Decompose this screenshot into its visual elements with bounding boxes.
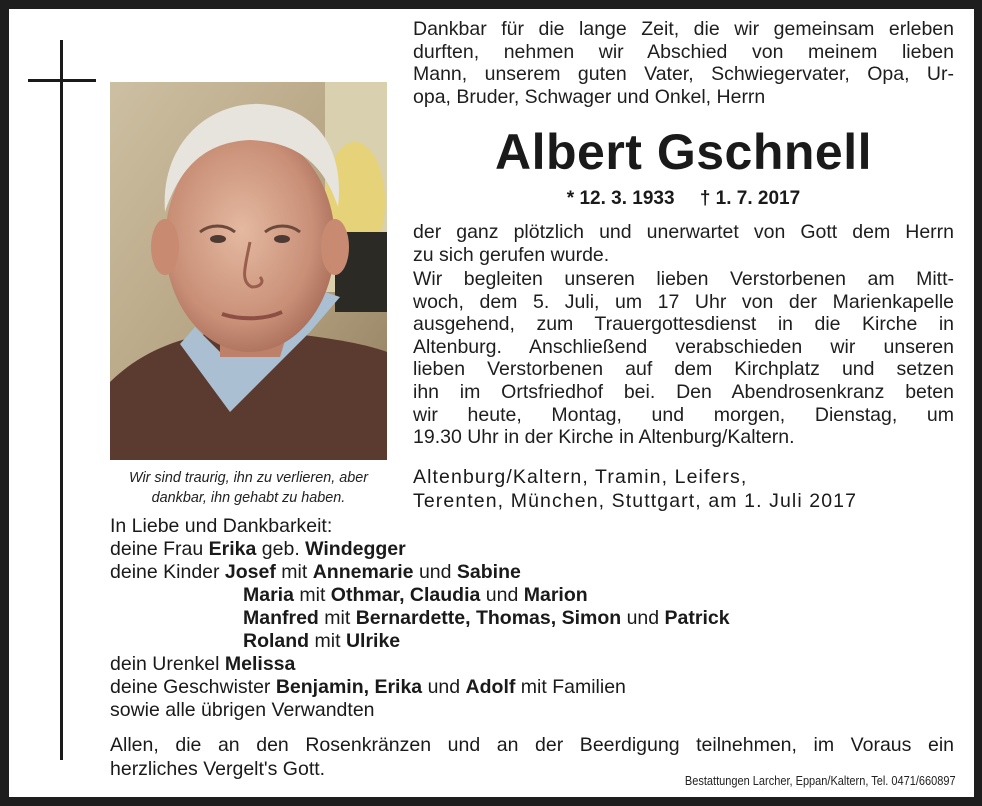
family-siblings: deine Geschwister Benjamin, Erika und Adolf mit Familien (110, 676, 626, 698)
life-dates (413, 188, 954, 210)
caption-line: dankbar, ihn gehabt zu haben. (151, 490, 346, 506)
closing-line: herzliches Vergelt's Gott. (110, 758, 326, 780)
sudden-death-paragraph (413, 221, 954, 266)
paragraph-line: lieben Verstorbenen auf dem Kirchplatz und setzen (413, 358, 954, 381)
portrait-illustration (110, 82, 387, 460)
family-child-manfred: Manfred mit Bernardette, Thomas, Simon und Patrick (243, 607, 730, 629)
paragraph-line: Altenburg. Anschließend verabschieden wir unseren (413, 335, 954, 358)
deceased-name: Albert Gschnell (494, 124, 873, 180)
family-opening: In Liebe und Dankbarkeit: (110, 515, 333, 537)
places-and-date (413, 465, 954, 513)
portrait-photo (110, 82, 387, 460)
intro-paragraph (413, 18, 954, 108)
family-child-roland: Roland mit Ulrike (243, 630, 401, 652)
death-date: † 1. 7. 2017 (699, 188, 801, 209)
closing-line: Allen, die an den Rosenkränzen und an der Beerdigung teilnehmen, im Voraus ein (110, 734, 954, 756)
family-wife: deine Frau Erika geb. Windegger (110, 538, 406, 560)
paragraph-line: zu sich gerufen wurde. (413, 243, 610, 266)
paragraph-line: ihn im Ortsfriedhof bei. Den Abendrosenkranz beten (413, 380, 954, 403)
photo-caption (105, 468, 392, 508)
family-great-grandchild: dein Urenkel Melissa (110, 653, 296, 675)
family-list (110, 515, 730, 722)
funeral-home-imprint: Bestattungen Larcher, Eppan/Kaltern, Tel. 0471/660897 (685, 774, 956, 788)
intro-line: Dankbar für die lange Zeit, die wir gemeinsam erleben (413, 18, 954, 40)
birth-date: * 12. 3. 1933 (566, 188, 675, 209)
paragraph-line: wir heute, Montag, und morgen, Dienstag, um (413, 403, 954, 426)
paragraph-line: 19.30 Uhr in der Kirche in Altenburg/Kaltern. (413, 426, 795, 449)
caption-line: Wir sind traurig, ihn zu verlieren, aber (128, 470, 368, 486)
places-line: Altenburg/Kaltern, Tramin, Leifers, (413, 466, 748, 488)
paragraph-line: Wir begleiten unseren lieben Verstorbenen am Mitt- (413, 268, 954, 290)
paragraph-line: ausgehend, zum Trauergottesdienst in die Kirche in (413, 313, 954, 336)
cross-horizontal (28, 79, 96, 82)
paragraph-line: woch, dem 5. Juli, um 17 Uhr von der Marienkapelle (413, 290, 954, 313)
cross-vertical (60, 40, 63, 760)
intro-line: durften, nehmen wir Abschied von meinem lieben (413, 40, 954, 63)
funeral-paragraph (413, 268, 954, 449)
family-child-maria: Maria mit Othmar, Claudia und Marion (243, 584, 588, 606)
intro-line: Mann, unserem guten Vater, Schwiegervater, Opa, Ur- (413, 63, 954, 86)
family-child-josef: deine Kinder Josef mit Annemarie und Sabine (110, 561, 521, 583)
paragraph-line: der ganz plötzlich und unerwartet von Gott dem Herrn (413, 221, 954, 243)
family-relatives: sowie alle übrigen Verwandten (110, 699, 375, 721)
intro-line: opa, Bruder, Schwager und Onkel, Herrn (413, 85, 766, 108)
places-line: Terenten, München, Stuttgart, am 1. Juli 2017 (413, 490, 858, 512)
